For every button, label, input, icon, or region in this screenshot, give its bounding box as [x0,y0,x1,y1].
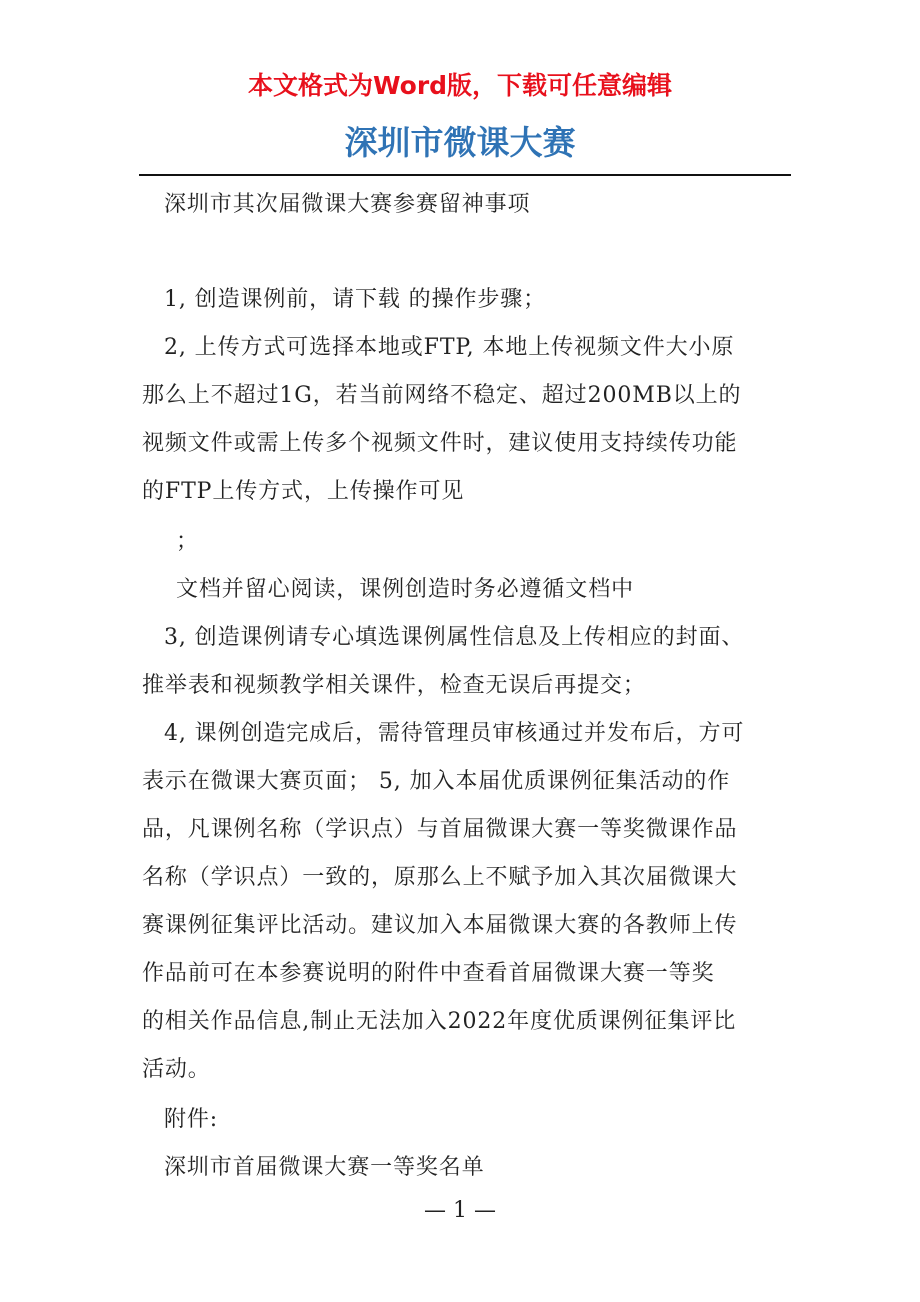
paragraph-line: 活动。 [142,1057,211,1082]
paragraph-line: 4, 课例创造完成后，需待管理员审核通过并发布后，方可 [164,721,745,746]
paragraph-line: ； [176,529,199,554]
paragraph-line: 2, 上传方式可选择本地或FTP, 本地上传视频文件大小原 [164,335,735,360]
paragraph-line: 推举表和视频教学相关课件，检查无误后再提交； [142,673,646,698]
paragraph-line: 品，凡课例名称（学识点）与首届微课大赛一等奖微课作品 [142,817,738,842]
paragraph-line: 文档并留心阅读，课例创造时务必遵循文档中 [176,577,635,602]
paragraph-line: 赛课例征集评比活动。建议加入本届微课大赛的各教师上传 [142,913,738,938]
title-divider [139,174,791,176]
paragraph-line: 作品前可在本参赛说明的附件中查看首届微课大赛一等奖 [142,961,715,986]
paragraph-line: 3, 创造课例请专心填选课例属性信息及上传相应的封面、 [164,625,745,650]
paragraph-line: 名称（学识点）一致的，原那么上不赋予加入其次届微课大 [142,865,738,890]
page-number: — 1 — [424,1198,496,1223]
paragraph-line: 的FTP上传方式，上传操作可见 [142,479,465,504]
paragraph-line: 视频文件或需上传多个视频文件时，建议使用支持续传功能 [142,431,738,456]
paragraph-line: 表示在微课大赛页面； 5, 加入本届优质课例征集活动的作 [142,769,731,794]
attachment-label: 附件: [164,1107,219,1132]
document-title: 深圳市微课大赛 [344,123,576,162]
paragraph-line: 那么上不超过1G，若当前网络不稳定、超过200MB以上的 [142,383,742,408]
attachment-item: 深圳市首届微课大赛一等奖名单 [164,1155,485,1180]
paragraph-line: 的相关作品信息,制止无法加入2022年度优质课例征集评比 [142,1009,737,1034]
subtitle-line: 深圳市其次届微课大赛参赛留神事项 [164,192,531,217]
paragraph-line: 1, 创造课例前，请下载 的操作步骤； [164,287,547,312]
download-banner: 本文格式为Word版，下载可任意编辑 [247,71,673,100]
